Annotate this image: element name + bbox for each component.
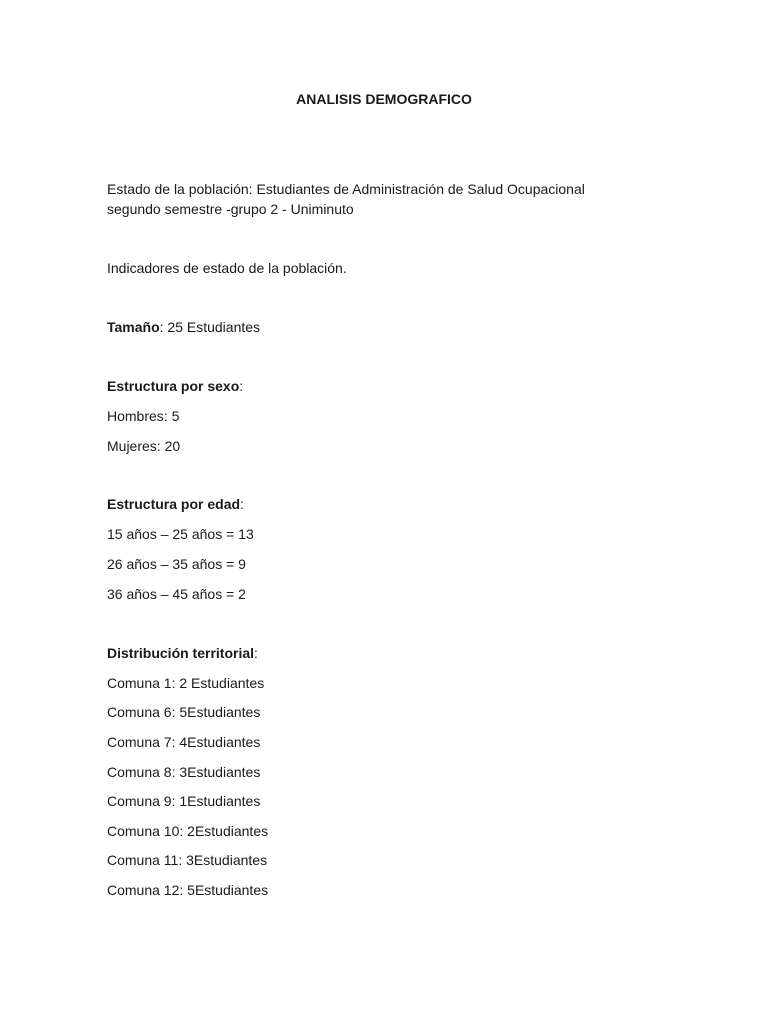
- territory-item: Comuna 12: 5Estudiantes: [107, 882, 269, 898]
- territory-item: Comuna 7: 4Estudiantes: [107, 734, 261, 750]
- territory-item: Comuna 8: 3Estudiantes: [107, 764, 261, 780]
- territory-item: Comuna 9: 1Estudiantes: [107, 793, 261, 809]
- sex-heading-label: Estructura por sexo: [107, 378, 240, 394]
- size-label: Tamaño: [107, 319, 160, 335]
- age-heading-label: Estructura por edad: [107, 496, 241, 512]
- age-heading-colon: :: [240, 496, 244, 512]
- sex-item: Mujeres: 20: [107, 438, 181, 454]
- intro-line-1: Estado de la población: Estudiantes de Administración de Salud Ocupacional: [107, 181, 585, 197]
- size-value: 25 Estudiantes: [167, 319, 261, 335]
- size-line: [107, 317, 260, 337]
- territory-heading-colon: :: [254, 645, 258, 661]
- territory-heading-label: Distribución territorial: [107, 645, 255, 661]
- territory-item: Comuna 10: 2Estudiantes: [107, 823, 269, 839]
- territory-item: Comuna 11: 3Estudiantes: [107, 852, 268, 868]
- sex-heading: [107, 376, 243, 396]
- age-item: 36 años – 45 años = 2: [107, 586, 246, 602]
- indicators-heading: Indicadores de estado de la población.: [107, 260, 347, 276]
- territory-item: Comuna 1: 2 Estudiantes: [107, 675, 265, 691]
- sex-item: Hombres: 5: [107, 408, 180, 424]
- document-title: ANALISIS DEMOGRAFICO: [296, 91, 472, 107]
- age-item: 15 años – 25 años = 13: [107, 526, 254, 542]
- age-item: 26 años – 35 años = 9: [107, 556, 246, 572]
- territory-heading: [107, 643, 258, 663]
- size-separator: :: [159, 319, 168, 335]
- territory-item: Comuna 6: 5Estudiantes: [107, 704, 261, 720]
- intro-line-2: segundo semestre -grupo 2 - Uniminuto: [107, 201, 354, 217]
- sex-heading-colon: :: [239, 378, 244, 394]
- age-heading: [107, 494, 244, 514]
